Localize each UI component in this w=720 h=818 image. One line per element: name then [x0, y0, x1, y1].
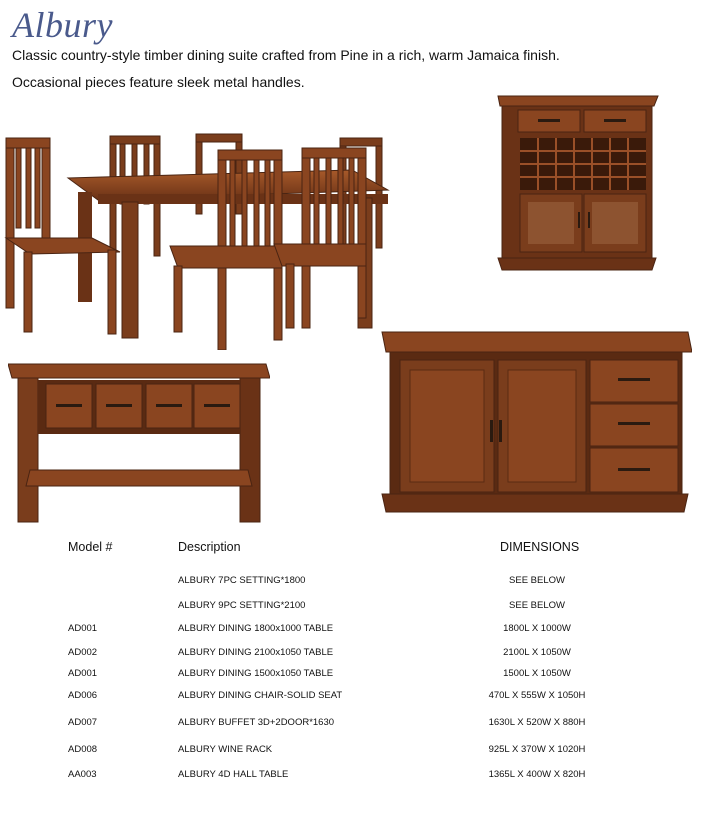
table-row	[0, 600, 720, 614]
model-cell: AD001	[68, 623, 98, 634]
table-row	[0, 575, 720, 589]
description-cell: ALBURY DINING 2100x1050 TABLE	[178, 647, 334, 658]
description-cell: ALBURY WINE RACK	[178, 744, 273, 755]
model-cell: AD001	[68, 668, 98, 679]
description-cell: ALBURY 9PC SETTING*2100	[178, 600, 306, 611]
dimensions-cell: 1630L X 520W X 880H	[488, 717, 586, 728]
table-row	[0, 690, 720, 704]
table-row	[0, 647, 720, 661]
description-cell: ALBURY DINING 1800x1000 TABLE	[178, 623, 334, 634]
description-cell: ALBURY 4D HALL TABLE	[178, 769, 289, 780]
model-cell: AD008	[68, 744, 98, 755]
dimensions-cell: 1365L X 400W X 820H	[488, 769, 586, 780]
wine-rack-image	[496, 94, 660, 272]
description-cell: ALBURY DINING CHAIR-SOLID SEAT	[178, 690, 343, 701]
hall-table-image	[8, 362, 270, 524]
buffet-image	[380, 330, 692, 516]
description-cell: ALBURY DINING 1500x1050 TABLE	[178, 668, 334, 679]
table-row	[0, 769, 720, 783]
dimensions-cell: 1800L X 1000W	[503, 623, 571, 634]
dimensions-cell: 2100L X 1050W	[503, 647, 571, 658]
description-cell: ALBURY 7PC SETTING*1800	[178, 575, 306, 586]
dimensions-cell: SEE BELOW	[509, 600, 565, 611]
column-header-dimensions: DIMENSIONS	[500, 540, 580, 554]
model-cell: AA003	[68, 769, 97, 780]
description-cell: ALBURY BUFFET 3D+2DOOR*1630	[178, 717, 335, 728]
dimensions-cell: 925L X 370W X 1020H	[488, 744, 586, 755]
model-cell: AD006	[68, 690, 98, 701]
table-row	[0, 668, 720, 682]
page-title: Albury	[12, 5, 113, 45]
column-header-description: Description	[178, 540, 241, 554]
table-row	[0, 717, 720, 731]
dimensions-cell: SEE BELOW	[509, 575, 565, 586]
description-line-1: Classic country-style timber dining suite crafted from Pine in a rich, warm Jamaica finish.	[12, 47, 560, 63]
model-cell: AD002	[68, 647, 98, 658]
column-header-model: Model #	[68, 540, 113, 554]
dimensions-cell: 1500L X 1050W	[503, 668, 571, 679]
table-row	[0, 623, 720, 637]
model-cell: AD007	[68, 717, 98, 728]
table-row	[0, 744, 720, 758]
description-line-2: Occasional pieces feature sleek metal handles.	[12, 74, 305, 90]
dining-set-image	[2, 128, 390, 350]
dimensions-cell: 470L X 555W X 1050H	[488, 690, 586, 701]
